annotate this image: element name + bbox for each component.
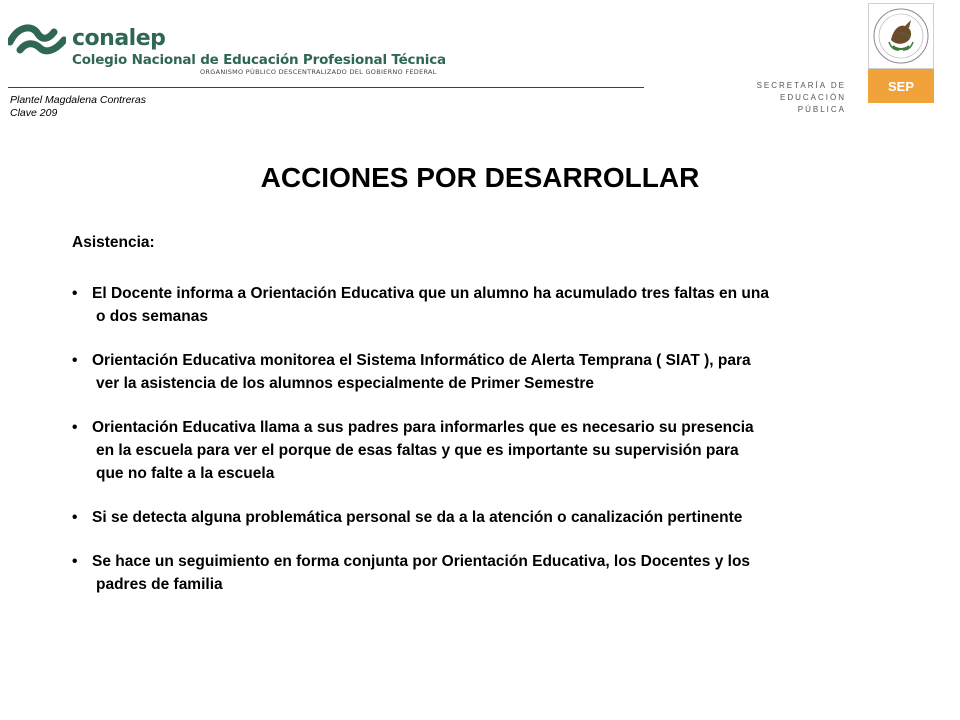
list-item [72,282,932,328]
sep-badge: SEP [868,69,934,103]
list-item [72,349,932,395]
campus-info [10,94,146,120]
list-item-line: en la escuela para ver el porque de esas faltas y que es importante su supervisión para [96,442,739,459]
sep-name-line2: EDUCACIÓN PÚBLICA [779,93,846,114]
list-item-line: o dos semanas [96,308,208,325]
brand-subtitle: Colegio Nacional de Educación Profesional Técnica [72,52,446,68]
list-item-line: Orientación Educativa monitorea el Sistema Informático de Alerta Temprana ( SIAT ), para [92,352,751,369]
list-item-line: ver la asistencia de los alumnos especialmente de Primer Semestre [96,375,594,392]
actions-list [72,282,932,617]
list-item-line: que no falte a la escuela [96,465,275,482]
sep-logo [868,3,934,103]
page-title: ACCIONES POR DESARROLLAR [260,162,700,193]
conalep-logo-icon [8,20,66,56]
list-item-line: Si se detecta alguna problemática personal se da a la atención o canalización pertinente [92,509,743,526]
bullet-dot-icon: • [72,509,78,526]
campus-name: Plantel Magdalena Contreras [10,94,146,106]
campus-code: Clave 209 [10,107,58,119]
list-item [72,550,932,596]
brand-tagline: ORGANISMO PÚBLICO DESCENTRALIZADO DEL GOBIERNO FEDERAL [200,68,437,76]
list-item-line: El Docente informa a Orientación Educativa que un alumno ha acumulado tres faltas en una [92,285,769,302]
sep-crest [868,3,934,69]
list-item [72,506,932,529]
section-label: Asistencia: [72,234,155,251]
bullet-dot-icon: • [72,285,78,302]
list-item-line: Se hace un seguimiento en forma conjunta por Orientación Educativa, los Docentes y los [92,553,751,570]
list-item [72,416,932,485]
bullet-dot-icon: • [72,553,78,570]
list-item-line: Orientación Educativa llama a sus padres para informarles que es necesario su presencia [92,419,754,436]
header-divider [8,87,644,88]
sep-name [734,80,846,116]
sep-name-line1: SECRETARÍA DE [756,81,846,90]
bullet-dot-icon: • [72,419,78,436]
mexican-eagle-seal-icon [869,4,933,68]
list-item-line: padres de familia [96,576,223,593]
bullet-dot-icon: • [72,352,78,369]
brand-name: conalep [72,26,166,51]
